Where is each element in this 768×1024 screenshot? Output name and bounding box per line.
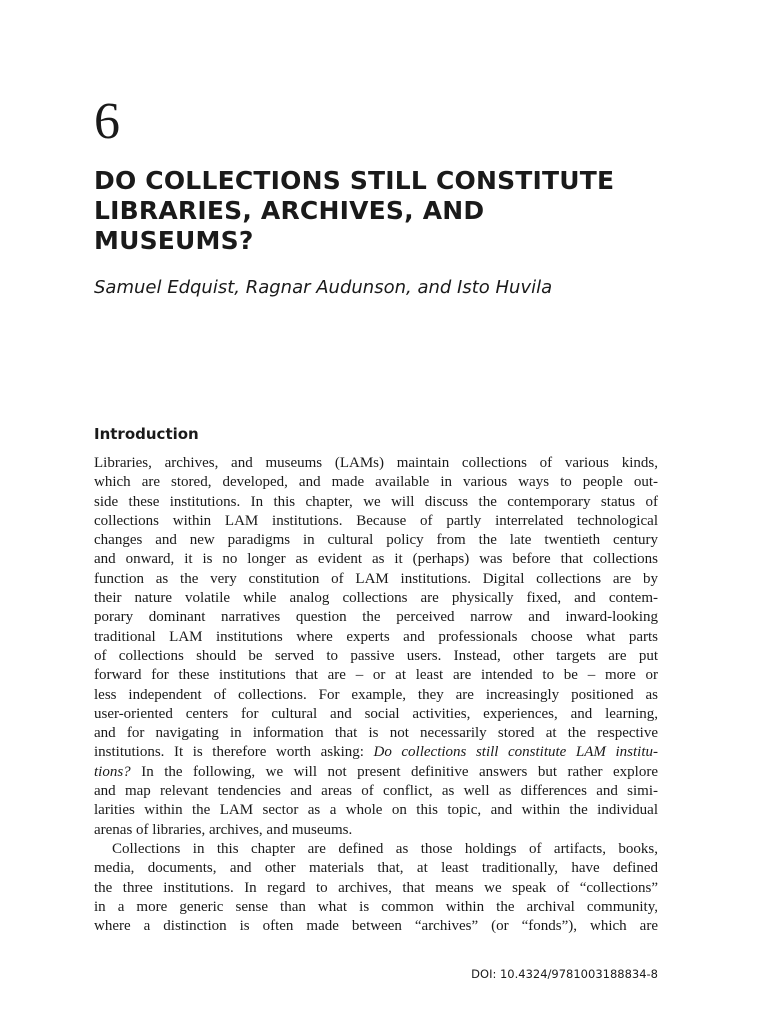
text-line: and onward, it is no longer as evident as it (perhaps) was before that collections [94, 551, 658, 568]
text-line: and map relevant tendencies and areas of conflict, as well as differences and simi- [94, 783, 658, 800]
section-heading: Introduction [94, 425, 199, 443]
text-line: porary dominant narratives question the perceived narrow and inward-looking [94, 609, 658, 626]
chapter-title-line: MUSEUMS? [94, 226, 254, 255]
body-text [94, 454, 658, 936]
chapter-title-line: LIBRARIES, ARCHIVES, AND [94, 196, 485, 225]
chapter-title [94, 166, 694, 256]
text-line: less independent of collections. For example, they are increasingly positioned as [94, 686, 658, 703]
text-line: arenas of libraries, archives, and museums. [94, 821, 353, 838]
doi-footer: DOI: 10.4324/9781003188834-8 [471, 967, 658, 981]
text-line: media, documents, and other materials that, at least traditionally, have defined [94, 860, 658, 877]
text-run: institutions. It is therefore worth asking: [94, 744, 374, 761]
text-line: side these institutions. In this chapter, we will discuss the contemporary status of [94, 493, 658, 510]
text-line: of collections should be served to passive users. Instead, other targets are put [94, 647, 658, 664]
text-line: their nature volatile while analog collections are physically fixed, and contem- [94, 590, 658, 607]
text-line: traditional LAM institutions where experts and professionals choose what parts [94, 628, 658, 645]
text-line: function as the very constitution of LAM institutions. Digital collections are by [94, 570, 658, 587]
text-line: which are stored, developed, and made available in various ways to people out- [94, 474, 658, 491]
text-line: forward for these institutions that are – or at least are intended to be – more or [94, 667, 658, 684]
italic-question: Do collections still constitute LAM institu- [373, 744, 658, 761]
text-line: Libraries, archives, and museums (LAMs) maintain collections of various kinds, [94, 455, 658, 471]
text-line: the three institutions. In regard to archives, that means we speak of “collections” [94, 879, 658, 896]
text-line: and for navigating in information that is not necessarily stored at the respective [94, 725, 658, 742]
text-line: changes and new paradigms in cultural policy from the late twentieth century [94, 532, 658, 549]
text-line: collections within LAM institutions. Because of partly interrelated technological [94, 512, 658, 529]
italic-question: tions? [94, 763, 131, 780]
chapter-authors: Samuel Edquist, Ragnar Audunson, and Isto Huvila [94, 277, 553, 298]
text-run: In the following, we will not present definitive answers but rather explore [130, 763, 658, 780]
text-line: where a distinction is often made between “archives” (or “fonds”), which are [94, 918, 658, 935]
text-line: user-oriented centers for cultural and social activities, experiences, and learning, [94, 705, 658, 722]
text-line [94, 743, 658, 762]
text-line: larities within the LAM sector as a whole on this topic, and within the individual [94, 802, 658, 819]
text-line: Collections in this chapter are defined as those holdings of artifacts, books, [112, 840, 658, 857]
text-line: in a more generic sense than what is common within the archival community, [94, 898, 658, 915]
chapter-title-line: DO COLLECTIONS STILL CONSTITUTE [94, 166, 615, 195]
text-line [94, 763, 658, 782]
chapter-number: 6 [94, 93, 120, 150]
